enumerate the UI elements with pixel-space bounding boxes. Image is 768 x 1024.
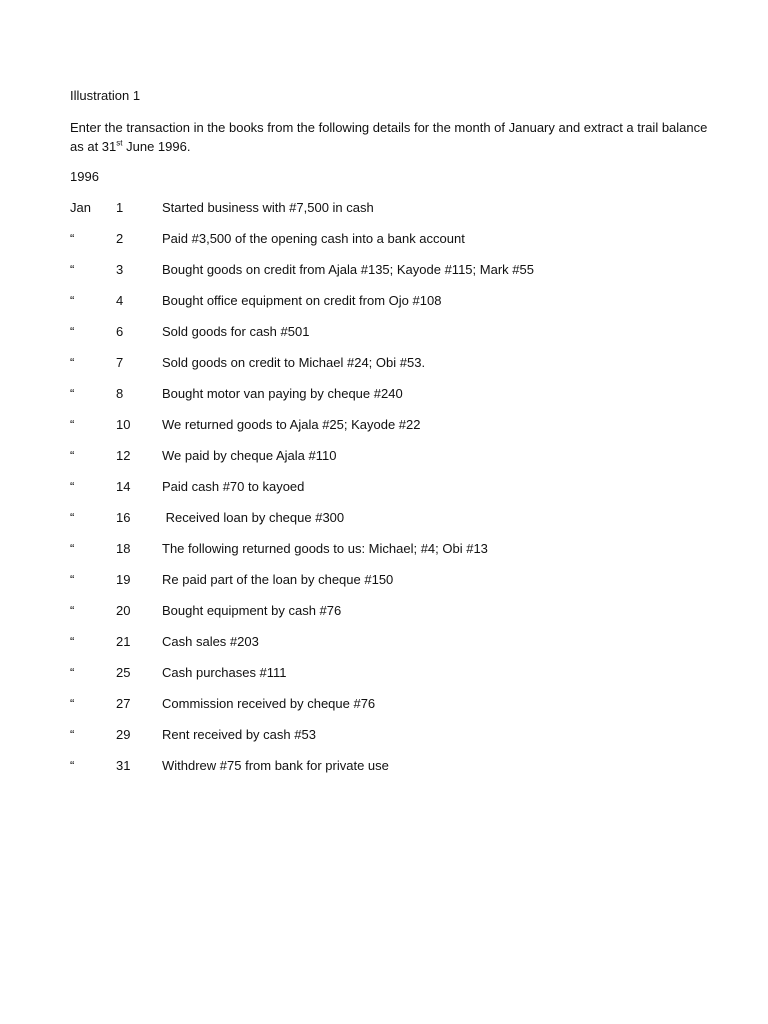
- transaction-day: 14: [116, 479, 131, 494]
- instructions-paragraph: [70, 118, 710, 156]
- transaction-row: [0, 727, 768, 758]
- transaction-day: 16: [116, 510, 131, 525]
- transaction-month: “: [70, 417, 75, 432]
- transaction-row: [0, 696, 768, 727]
- transaction-description: Sold goods on credit to Michael #24; Obi #53.: [162, 355, 426, 370]
- ordinal-suffix: st: [116, 138, 123, 148]
- transaction-month: Jan: [70, 200, 91, 215]
- transaction-day: 1: [116, 200, 124, 215]
- transaction-description: Rent received by cash #53: [162, 727, 316, 742]
- transaction-month: “: [70, 634, 75, 649]
- transaction-row: [0, 417, 768, 448]
- transaction-row: [0, 541, 768, 572]
- transaction-description: Bought equipment by cash #76: [162, 603, 342, 618]
- transaction-month: “: [70, 665, 75, 680]
- transaction-description: Cash purchases #111: [162, 665, 287, 680]
- transaction-description: Withdrew #75 from bank for private use: [162, 758, 389, 773]
- transaction-month: “: [70, 355, 75, 370]
- transaction-row: [0, 200, 768, 231]
- transaction-month: “: [70, 696, 75, 711]
- transaction-description: Sold goods for cash #501: [162, 324, 310, 339]
- document-heading: Illustration 1: [70, 88, 141, 103]
- transaction-day: 20: [116, 603, 131, 618]
- transaction-month: “: [70, 541, 75, 556]
- instructions-text: Enter the transaction in the books from the following details for the month of January and extract a trail balance as at 31: [70, 120, 708, 154]
- transaction-description: We returned goods to Ajala #25; Kayode #22: [162, 417, 421, 432]
- transaction-row: [0, 510, 768, 541]
- transaction-row: [0, 479, 768, 510]
- transaction-row: [0, 665, 768, 696]
- transaction-description: Started business with #7,500 in cash: [162, 200, 374, 215]
- transaction-month: “: [70, 479, 75, 494]
- transaction-day: 2: [116, 231, 124, 246]
- transaction-day: 12: [116, 448, 131, 463]
- transaction-row: [0, 634, 768, 665]
- transaction-day: 4: [116, 293, 124, 308]
- transaction-description: We paid by cheque Ajala #110: [162, 448, 337, 463]
- transaction-description: Paid cash #70 to kayoed: [162, 479, 305, 494]
- transaction-description: Bought motor van paying by cheque #240: [162, 386, 403, 401]
- transaction-row: [0, 262, 768, 293]
- transaction-month: “: [70, 231, 75, 246]
- transaction-day: 7: [116, 355, 124, 370]
- transaction-month: “: [70, 603, 75, 618]
- transaction-description: Commission received by cheque #76: [162, 696, 376, 711]
- transaction-day: 8: [116, 386, 124, 401]
- transaction-description: Re paid part of the loan by cheque #150: [162, 572, 394, 587]
- transaction-description: Cash sales #203: [162, 634, 259, 649]
- transaction-month: “: [70, 386, 75, 401]
- transaction-row: [0, 758, 768, 789]
- transaction-row: [0, 603, 768, 634]
- transaction-month: “: [70, 293, 75, 308]
- transaction-month: “: [70, 758, 75, 773]
- transaction-description: Bought office equipment on credit from Ojo #108: [162, 293, 442, 308]
- transaction-month: “: [70, 324, 75, 339]
- transaction-row: [0, 448, 768, 479]
- transaction-day: 29: [116, 727, 131, 742]
- transaction-description: Bought goods on credit from Ajala #135; Kayode #115; Mark #55: [162, 262, 534, 277]
- transaction-month: “: [70, 262, 75, 277]
- transaction-row: [0, 572, 768, 603]
- year-label: 1996: [70, 169, 99, 184]
- transaction-list: [0, 200, 768, 789]
- transaction-description: Paid #3,500 of the opening cash into a bank account: [162, 231, 465, 246]
- transaction-day: 31: [116, 758, 131, 773]
- transaction-day: 25: [116, 665, 131, 680]
- transaction-month: “: [70, 727, 75, 742]
- transaction-day: 27: [116, 696, 131, 711]
- transaction-row: [0, 355, 768, 386]
- transaction-description: Received loan by cheque #300: [162, 510, 345, 525]
- transaction-day: 18: [116, 541, 131, 556]
- transaction-day: 6: [116, 324, 124, 339]
- transaction-row: [0, 324, 768, 355]
- transaction-row: [0, 293, 768, 324]
- transaction-month: “: [70, 510, 75, 525]
- transaction-row: [0, 386, 768, 417]
- transaction-description: The following returned goods to us: Michael; #4; Obi #13: [162, 541, 488, 556]
- transaction-day: 19: [116, 572, 131, 587]
- transaction-row: [0, 231, 768, 262]
- transaction-month: “: [70, 448, 75, 463]
- transaction-day: 21: [116, 634, 131, 649]
- transaction-day: 10: [116, 417, 131, 432]
- instructions-date-text: June 1996.: [122, 139, 191, 154]
- transaction-day: 3: [116, 262, 124, 277]
- transaction-month: “: [70, 572, 75, 587]
